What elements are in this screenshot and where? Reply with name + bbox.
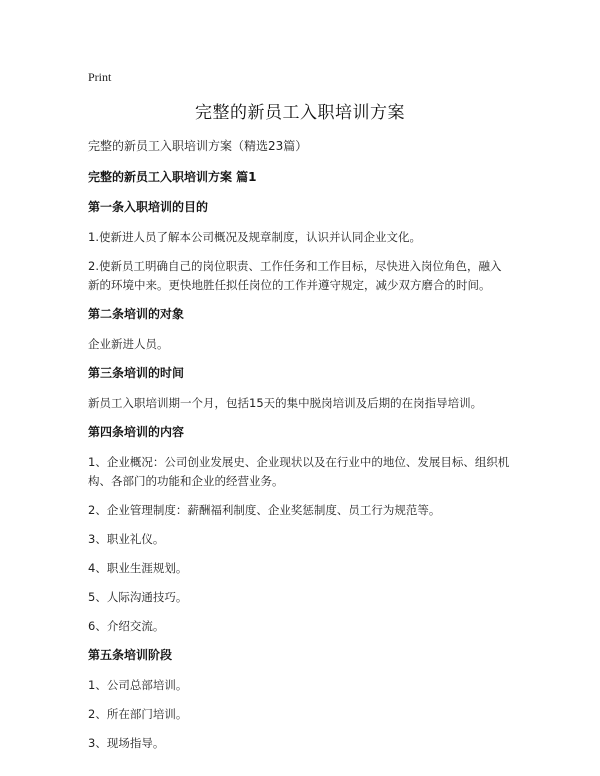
article-4-paragraph-3: 3、职业礼仪。 <box>88 532 165 546</box>
print-label[interactable]: Print <box>88 70 112 84</box>
article-5-paragraph-2: 2、所在部门培训。 <box>88 707 188 721</box>
article-2-title: 第二条培训的对象 <box>88 307 185 321</box>
article-3-title: 第三条培训的时间 <box>88 366 185 380</box>
article-4-paragraph-1: 1、企业概况：公司创业发展史、企业现状以及在行业中的地位、发展目标、组织机构、各部门的功能和企业的经营业务。 <box>88 455 510 488</box>
section-heading: 完整的新员工入职培训方案 篇1 <box>88 170 257 184</box>
article-5-title: 第五条培训阶段 <box>88 648 173 662</box>
article-3-paragraph-1: 新员工入职培训期一个月，包括15天的集中脱岗培训及后期的在岗指导培训。 <box>88 396 483 410</box>
article-1-paragraph-2: 2.使新员工明确自己的岗位职责、工作任务和工作目标，尽快进入岗位角色，融入新的环境中来。更快地胜任拟任岗位的工作并遵守规定，减少双方磨合的时间。 <box>88 259 502 292</box>
article-5-paragraph-3: 3、现场指导。 <box>88 736 165 750</box>
article-1-paragraph-1: 1.使新进人员了解本公司概况及规章制度，认识并认同企业文化。 <box>88 230 421 244</box>
article-2-paragraph-1: 企业新进人员。 <box>88 337 169 351</box>
article-4-paragraph-5: 5、人际沟通技巧。 <box>88 590 188 604</box>
article-4-title: 第四条培训的内容 <box>88 425 185 439</box>
article-5-paragraph-1: 1、公司总部培训。 <box>88 678 188 692</box>
article-1-title: 第一条入职培训的目的 <box>88 200 209 214</box>
article-4-paragraph-6: 6、介绍交流。 <box>88 619 165 633</box>
article-4-paragraph-2: 2、企业管理制度：薪酬福利制度、企业奖惩制度、员工行为规范等。 <box>88 503 441 517</box>
article-4-paragraph-4: 4、职业生涯规划。 <box>88 561 188 575</box>
document-title: 完整的新员工入职培训方案 <box>195 103 405 123</box>
document-subtitle: 完整的新员工入职培训方案（精选23篇） <box>88 139 308 153</box>
